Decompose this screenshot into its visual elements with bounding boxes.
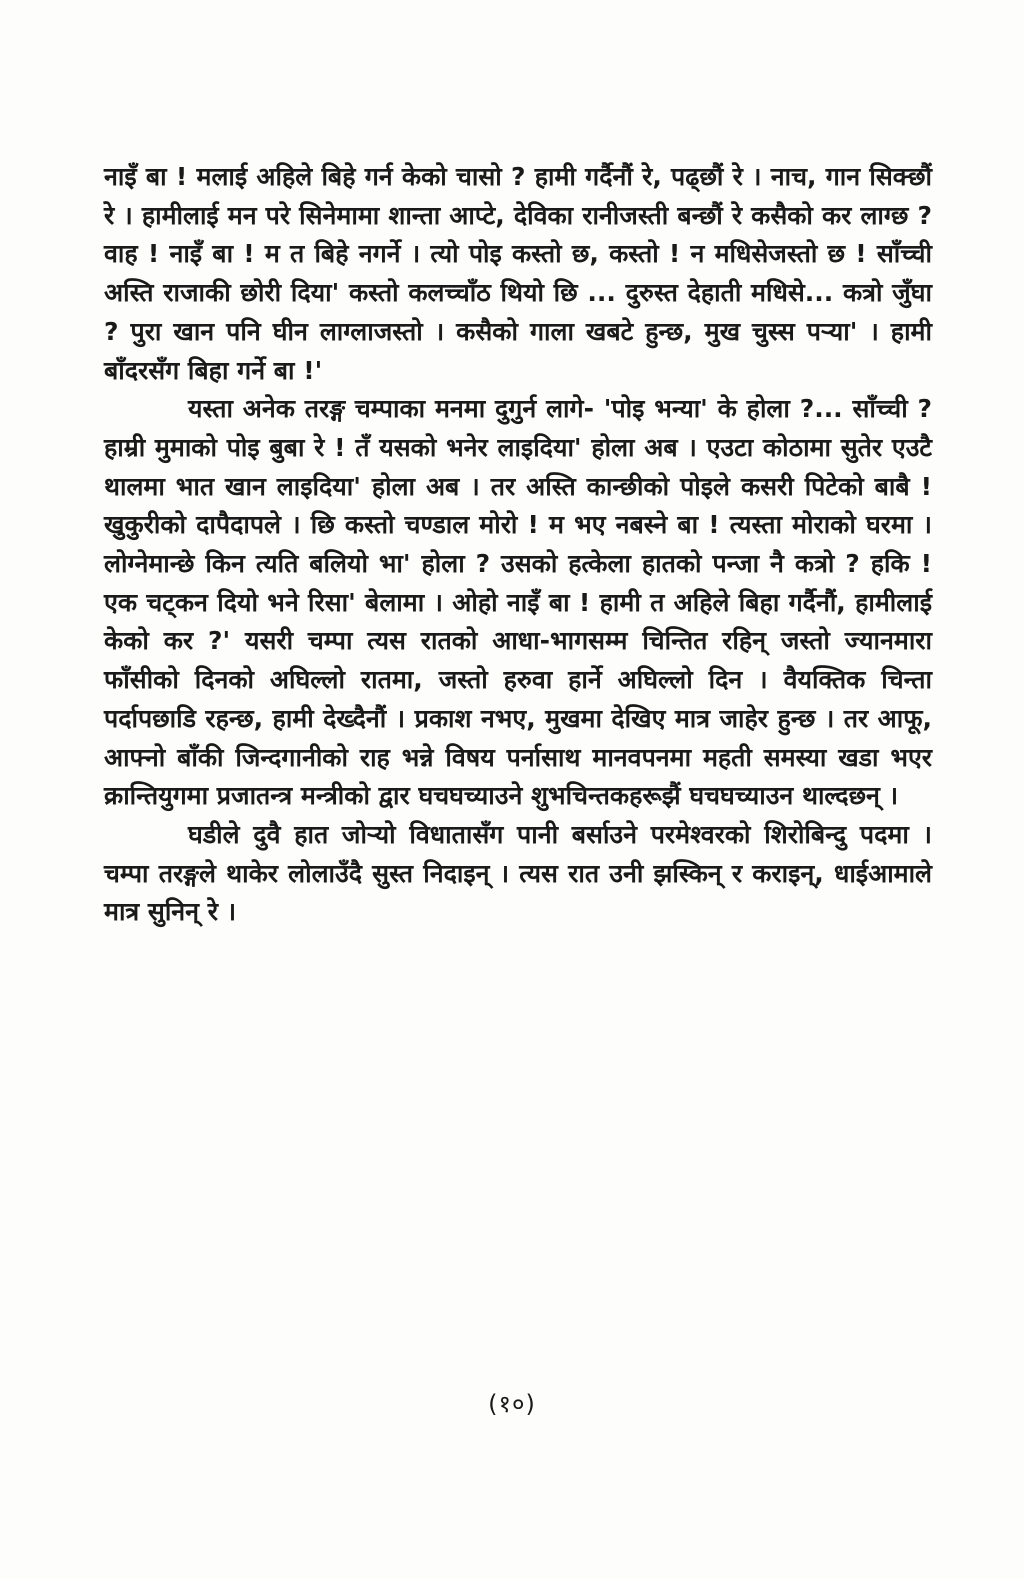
page-number: (१०) bbox=[488, 1390, 536, 1418]
body-text bbox=[104, 158, 932, 932]
paragraph-2: यस्ता अनेक तरङ्ग चम्पाका मनमा दुगुर्न लागे- 'पोइ भन्या' के होला ?... साँच्ची ? हाम्री मुमाको पोइ बुबा रे ! तँ यसको भनेर लाइदिया' होला अब । एउटा कोठामा सुतेर एउटै थालमा भात खान लाइदिया' होला अब । तर अस्ति कान्छीको पोइले कसरी पिटेको बाबै ! खुकुरीको दापैदापले । छि कस्तो चण्डाल मोरो ! म भए नबस्ने बा ! त्यस्ता मोराको घरमा । लोग्नेमान्छे किन त्यति बलियो भा' होला ? उसको हत्केला हातको पन्जा नै कत्रो ? हकि ! एक चट्कन दियो भने रिसा' बेलामा । ओहो नाइँ बा ! हामी त अहिले बिहा गर्दैनौं, हामीलाई केको कर ?' यसरी चम्पा त्यस रातको आधा-भागसम्म चिन्तित रहिन् जस्तो ज्यानमारा फाँसीको दिनको अघिल्लो रातमा, जस्तो हरुवा हार्ने अघिल्लो दिन । वैयक्तिक चिन्ता पर्दापछाडि रहन्छ, हामी देख्दैनौं । प्रकाश नभए, मुखमा देखिए मात्र जाहेर हुन्छ । तर आफू, आफ्नो बाँकी जिन्दगानीको राह भन्ने विषय पर्नासाथ मानवपनमा महती समस्या खडा भएर क्रान्तियुगमा प्रजातन्त्र मन्त्रीको द्वार घचघच्याउने शुभचिन्तकहरूझैं घचघच्याउन थाल्दछन् । bbox=[104, 394, 932, 811]
paragraph-3: घडीले दुवै हात जोऱ्यो विधातासँग पानी बर्साउने परमेश्वरको शिरोबिन्दु पदमा । चम्पा तरङ्गले थाकेर लोलाउँदै सुस्त निदाइन् । त्यस रात उनी झस्किन् र कराइन्, धाईआमाले मात्र सुनिन् रे । bbox=[104, 819, 932, 927]
paragraph-1: नाइँ बा ! मलाई अहिले बिहे गर्न केको चासो ? हामी गर्दैनौं रे, पढ्छौं रे । नाच, गान सिक्छौं रे । हामीलाई मन परे सिनेमामा शान्ता आप्टे, देविका रानीजस्ती बन्छौं रे कसैको कर लाग्छ ? वाह ! नाइँ बा ! म त बिहे नगर्ने । त्यो पोइ कस्तो छ, कस्तो ! न मधिसेजस्तो छ ! साँच्ची अस्ति राजाकी छोरी दिया' कस्तो कलच्चाँठ थियो छि ... दुरुस्त देहाती मधिसे... कत्रो जुँघा ? पुरा खान पनि घीन लाग्लाजस्तो । कसैको गाला खबटे हुन्छ, मुख चुस्स पऱ्या' । हामी बाँदरसँग बिहा गर्ने बा !' bbox=[104, 162, 932, 385]
